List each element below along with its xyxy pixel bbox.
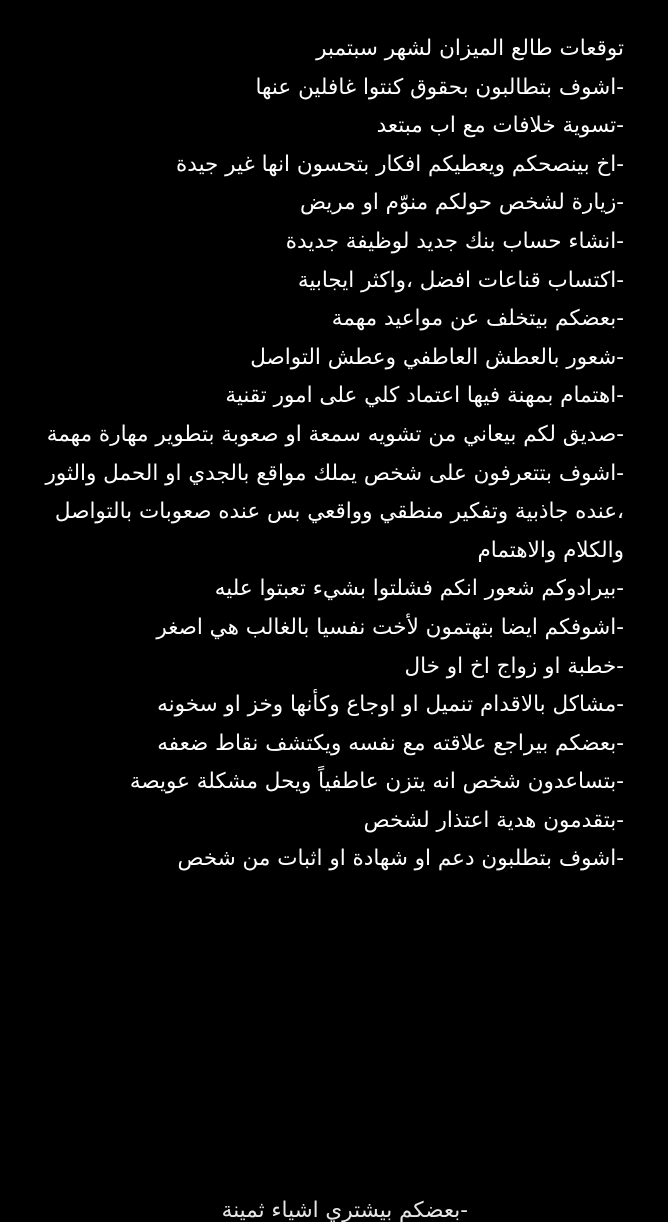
note-line: -اشوفكم ايضا بتهتمون لأخت نفسيا بالغالب هي اصغر: [156, 614, 624, 640]
note-line: -اشوف بتتعرفون على شخص يملك مواقع بالجدي او الحمل والثور ،عنده جاذبية وتفكير منطقي وواقعي بس عنده صعوبات بالتواصل والكلام والاهتمام: [45, 460, 624, 563]
note-line: -بعضكم بيتخلف عن مواعيد مهمة: [331, 306, 624, 332]
note-line: -انشاء حساب بنك جديد لوظيفة جديدة: [285, 228, 624, 254]
note-line: -شعور بالعطش العاطفي وعطش التواصل: [250, 344, 624, 370]
note-line: -بتقدمون هدية اعتذار لشخص: [363, 807, 624, 833]
note-line: -مشاكل بالاقدام تنميل او اوجاع وكأنها وخز او سخونه: [157, 692, 624, 718]
note-line: -زيارة لشخص حولكم منوّم او مريض: [299, 190, 624, 216]
cutoff-strip: [0, 1192, 668, 1222]
note-line: -اشوف بتطلبون دعم او شهادة او اثبات من شخص: [177, 846, 624, 872]
note-line: -بعضكم بيراجع علاقته مع نفسه ويكتشف نقاط ضعفه: [157, 730, 624, 756]
note-line: -بيرادوكم شعور انكم فشلتوا بشيء تعبتوا عليه: [214, 576, 624, 602]
note-line: -تسوية خلافات مع اب مبتعد: [376, 113, 624, 139]
note-title: توقعات طالع الميزان لشهر سبتمبر: [316, 36, 624, 61]
note-line: -صديق لكم بيعاني من تشويه سمعة او صعوبة بتطوير مهارة مهمة: [46, 421, 624, 447]
note-line: -اخ بينصحكم ويعطيكم افكار بتحسون انها غير جيدة: [176, 151, 624, 177]
note-line: -اشوف بتطالبون بحقوق كنتوا غافلين عنها: [255, 74, 624, 100]
note-line: -اكتساب قناعات افضل ،واكثر ايجابية: [297, 267, 624, 293]
note-text: [14, 30, 624, 879]
note-line: -بتساعدون شخص انه يتزن عاطفياً ويحل مشكلة عويصة: [129, 769, 624, 795]
cutoff-line: -بعضكم بيشتري اشياء ثمينة: [221, 1198, 468, 1222]
note-line: -خطبة او زواج اخ او خال: [404, 653, 624, 679]
note-line: -اهتمام بمهنة فيها اعتماد كلي على امور تقنية: [225, 383, 624, 409]
